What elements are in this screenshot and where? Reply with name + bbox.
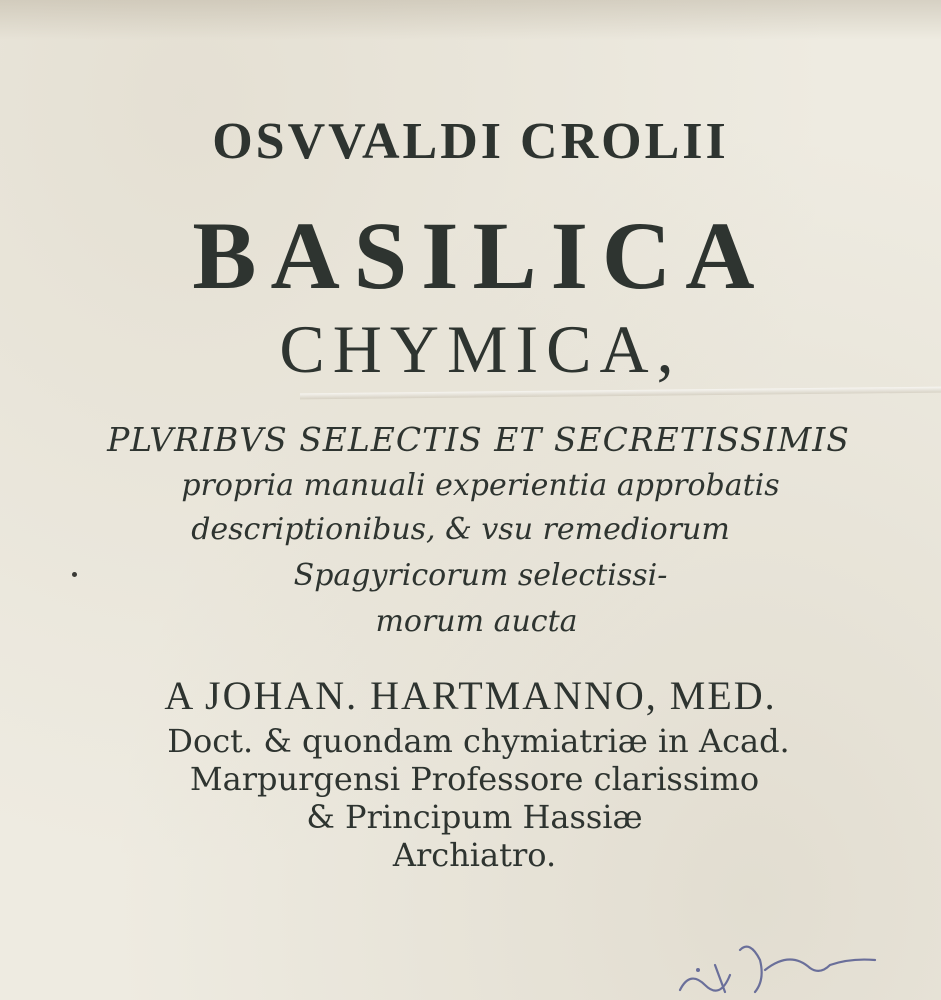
subtitle-line: descriptionibus, & vsu remediorum	[191, 512, 730, 547]
handwritten-signature	[670, 930, 900, 1000]
subtitle-line: PLVRIBVS SELECTIS ET SECRETISSIMIS	[107, 420, 850, 459]
credentials-line: Marpurgensi Professore clarissimo	[189, 760, 760, 798]
byline: A JOHAN. HARTMANNO, MED.	[164, 673, 777, 718]
page-bleed-through	[0, 0, 941, 40]
credentials-line: Archiatro.	[392, 836, 557, 874]
credentials-line: & Principum Hassiæ	[306, 798, 643, 836]
credentials-line: Doct. & quondam chymiatriæ in Acad.	[167, 722, 790, 760]
author-line: OSVVALDI CROLII	[212, 113, 729, 170]
subtitle-line: Spagyricorum selectissi-	[293, 558, 668, 593]
subtitle-line: propria manuali experientia approbatis	[181, 468, 780, 503]
title-line-chymica: CHYMICA,	[279, 311, 682, 387]
ink-dot	[72, 572, 77, 577]
subtitle-line: morum aucta	[375, 604, 578, 639]
title-line-basilica: BASILICA	[192, 202, 769, 309]
